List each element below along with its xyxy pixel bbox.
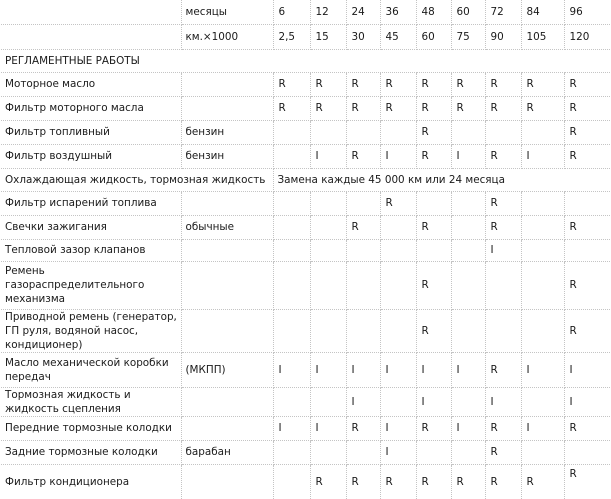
table-row <box>1 239 610 261</box>
work-condition: обычные <box>181 215 273 239</box>
month-cell: 24 <box>346 0 380 24</box>
service-cell: I <box>310 144 346 168</box>
work-condition <box>181 191 273 215</box>
table-row <box>1 72 610 96</box>
month-cell: 12 <box>310 0 346 24</box>
service-cell <box>380 120 416 144</box>
service-cell: R <box>451 464 485 499</box>
table-row <box>1 96 610 120</box>
service-cell <box>346 309 380 352</box>
service-cell <box>485 309 521 352</box>
km-cell: 30 <box>346 24 380 49</box>
work-name: Передние тормозные колодки <box>1 416 181 440</box>
service-cell: R <box>273 96 310 120</box>
service-cell: R <box>416 72 451 96</box>
service-cell: I <box>521 416 564 440</box>
month-cell: 6 <box>273 0 310 24</box>
table-row <box>1 168 610 191</box>
km-cell: 45 <box>380 24 416 49</box>
work-condition <box>181 309 273 352</box>
service-cell: R <box>564 309 610 352</box>
table-row <box>1 120 610 144</box>
work-name: Охлаждающая жидкость, тормозная жидкость <box>1 168 273 191</box>
service-cell: I <box>346 387 380 416</box>
service-cell: R <box>380 191 416 215</box>
service-cell <box>521 309 564 352</box>
work-name: Задние тормозные колодки <box>1 440 181 464</box>
service-cell: I <box>380 352 416 387</box>
service-cell <box>416 440 451 464</box>
table-row <box>1 464 610 499</box>
work-name: Фильтр кондиционера <box>1 464 181 499</box>
service-cell <box>451 239 485 261</box>
work-name: Приводной ремень (генератор, ГП руля, водяной насос, кондиционер) <box>1 309 181 352</box>
month-cell: 84 <box>521 0 564 24</box>
service-cell <box>273 387 310 416</box>
month-cell: 96 <box>564 0 610 24</box>
service-cell: R <box>346 215 380 239</box>
service-cell: I <box>380 440 416 464</box>
table-row <box>1 416 610 440</box>
service-cell <box>273 215 310 239</box>
service-cell: R <box>485 416 521 440</box>
service-cell <box>451 440 485 464</box>
work-condition <box>181 239 273 261</box>
table-row <box>1 144 610 168</box>
service-cell: I <box>273 416 310 440</box>
service-cell: R <box>346 464 380 499</box>
service-cell: R <box>564 464 610 499</box>
service-cell: R <box>416 309 451 352</box>
service-cell <box>564 191 610 215</box>
service-cell: R <box>416 215 451 239</box>
service-cell: R <box>564 416 610 440</box>
service-cell <box>451 120 485 144</box>
service-cell <box>564 440 610 464</box>
service-cell <box>273 191 310 215</box>
service-cell: R <box>451 96 485 120</box>
service-cell <box>310 120 346 144</box>
months-label: месяцы <box>181 0 273 24</box>
service-cell <box>310 261 346 309</box>
service-cell <box>273 261 310 309</box>
work-name: Фильтр испарений топлива <box>1 191 181 215</box>
service-cell <box>485 261 521 309</box>
work-condition <box>181 72 273 96</box>
service-cell: R <box>380 96 416 120</box>
table-row <box>1 191 610 215</box>
work-condition: (МКПП) <box>181 352 273 387</box>
service-cell: I <box>380 144 416 168</box>
service-cell <box>380 239 416 261</box>
service-cell: R <box>346 416 380 440</box>
service-cell <box>564 239 610 261</box>
service-cell: R <box>564 120 610 144</box>
service-cell: I <box>564 387 610 416</box>
service-cell <box>380 309 416 352</box>
service-cell: R <box>416 144 451 168</box>
service-cell <box>521 387 564 416</box>
table-row <box>1 215 610 239</box>
km-cell: 75 <box>451 24 485 49</box>
service-cell: R <box>346 96 380 120</box>
service-cell <box>346 120 380 144</box>
service-cell <box>451 215 485 239</box>
service-cell <box>521 191 564 215</box>
work-condition <box>181 464 273 499</box>
km-cell: 15 <box>310 24 346 49</box>
service-cell: I <box>346 352 380 387</box>
service-cell <box>451 387 485 416</box>
service-cell <box>310 440 346 464</box>
service-cell: I <box>564 352 610 387</box>
service-cell: R <box>310 464 346 499</box>
work-name: Ремень газораспределительного механизма <box>1 261 181 309</box>
service-cell <box>380 215 416 239</box>
km-label: км.×1000 <box>181 24 273 49</box>
service-cell: I <box>416 352 451 387</box>
service-cell: R <box>564 72 610 96</box>
service-cell <box>310 239 346 261</box>
service-cell: R <box>485 352 521 387</box>
month-cell: 36 <box>380 0 416 24</box>
service-cell <box>273 309 310 352</box>
service-cell: R <box>310 72 346 96</box>
km-cell: 60 <box>416 24 451 49</box>
service-cell: R <box>380 72 416 96</box>
service-cell: I <box>310 416 346 440</box>
service-cell <box>451 191 485 215</box>
month-cell: 48 <box>416 0 451 24</box>
service-cell <box>310 191 346 215</box>
work-condition: бензин <box>181 120 273 144</box>
work-condition: бензин <box>181 144 273 168</box>
month-cell: 72 <box>485 0 521 24</box>
service-cell: R <box>564 215 610 239</box>
service-cell: I <box>521 352 564 387</box>
km-cell: 90 <box>485 24 521 49</box>
work-name: Свечки зажигания <box>1 215 181 239</box>
service-cell: R <box>485 72 521 96</box>
work-condition <box>181 387 273 416</box>
table-row <box>1 261 610 309</box>
service-cell: I <box>416 387 451 416</box>
service-cell: I <box>380 416 416 440</box>
service-cell <box>273 144 310 168</box>
work-name: Тепловой зазор клапанов <box>1 239 181 261</box>
header-km-row <box>1 24 610 49</box>
section-title: РЕГЛАМЕНТНЫЕ РАБОТЫ <box>1 49 610 72</box>
service-cell <box>273 464 310 499</box>
service-cell: I <box>273 352 310 387</box>
service-cell <box>310 309 346 352</box>
service-cell: R <box>346 144 380 168</box>
service-cell <box>485 120 521 144</box>
service-cell: R <box>416 96 451 120</box>
service-cell: R <box>416 261 451 309</box>
km-cell: 105 <box>521 24 564 49</box>
service-cell: R <box>485 191 521 215</box>
service-cell <box>521 440 564 464</box>
work-condition <box>181 261 273 309</box>
work-name: Фильтр топливный <box>1 120 181 144</box>
service-cell <box>521 120 564 144</box>
work-name: Фильтр воздушный <box>1 144 181 168</box>
service-cell <box>273 440 310 464</box>
service-cell: R <box>346 72 380 96</box>
work-name: Тормозная жидкость и жидкость сцепления <box>1 387 181 416</box>
service-cell: R <box>564 261 610 309</box>
service-cell <box>521 239 564 261</box>
section-title-row <box>1 49 610 72</box>
work-condition <box>181 416 273 440</box>
service-cell: R <box>521 96 564 120</box>
service-cell: I <box>485 387 521 416</box>
header-blank-cell <box>1 24 181 49</box>
service-cell: R <box>485 464 521 499</box>
table-row <box>1 440 610 464</box>
service-cell: R <box>485 440 521 464</box>
table-row <box>1 309 610 352</box>
work-condition <box>181 96 273 120</box>
service-cell: I <box>310 352 346 387</box>
work-condition: барабан <box>181 440 273 464</box>
service-cell: R <box>451 72 485 96</box>
service-cell <box>346 261 380 309</box>
service-cell <box>380 387 416 416</box>
service-cell <box>273 239 310 261</box>
service-cell <box>451 261 485 309</box>
service-cell: R <box>564 96 610 120</box>
header-blank-cell <box>1 0 181 24</box>
service-cell: I <box>521 144 564 168</box>
service-cell: R <box>521 464 564 499</box>
service-cell: R <box>521 72 564 96</box>
work-name: Масло механической коробки передач <box>1 352 181 387</box>
service-cell <box>451 309 485 352</box>
service-cell <box>521 261 564 309</box>
km-cell: 2,5 <box>273 24 310 49</box>
service-cell <box>310 215 346 239</box>
service-cell: R <box>310 96 346 120</box>
service-cell: R <box>273 72 310 96</box>
header-months-row <box>1 0 610 24</box>
table-row <box>1 387 610 416</box>
service-cell <box>346 239 380 261</box>
service-cell <box>346 440 380 464</box>
service-cell: I <box>485 239 521 261</box>
service-cell <box>416 239 451 261</box>
service-cell: R <box>485 144 521 168</box>
table-row <box>1 352 610 387</box>
service-cell: R <box>564 144 610 168</box>
work-name: Фильтр моторного масла <box>1 96 181 120</box>
service-cell: R <box>485 215 521 239</box>
service-cell: I <box>451 144 485 168</box>
service-cell <box>380 261 416 309</box>
service-cell: R <box>380 464 416 499</box>
service-cell <box>346 191 380 215</box>
service-cell <box>310 387 346 416</box>
service-cell <box>416 191 451 215</box>
work-name: Моторное масло <box>1 72 181 96</box>
service-cell: I <box>451 416 485 440</box>
service-cell <box>521 215 564 239</box>
interval-note: Замена каждые 45 000 км или 24 месяца <box>273 168 610 191</box>
maintenance-schedule-table <box>1 0 610 499</box>
month-cell: 60 <box>451 0 485 24</box>
service-cell: I <box>451 352 485 387</box>
service-cell <box>273 120 310 144</box>
service-cell: R <box>416 120 451 144</box>
service-cell: R <box>416 416 451 440</box>
service-cell: R <box>416 464 451 499</box>
km-cell: 120 <box>564 24 610 49</box>
service-cell: R <box>485 96 521 120</box>
